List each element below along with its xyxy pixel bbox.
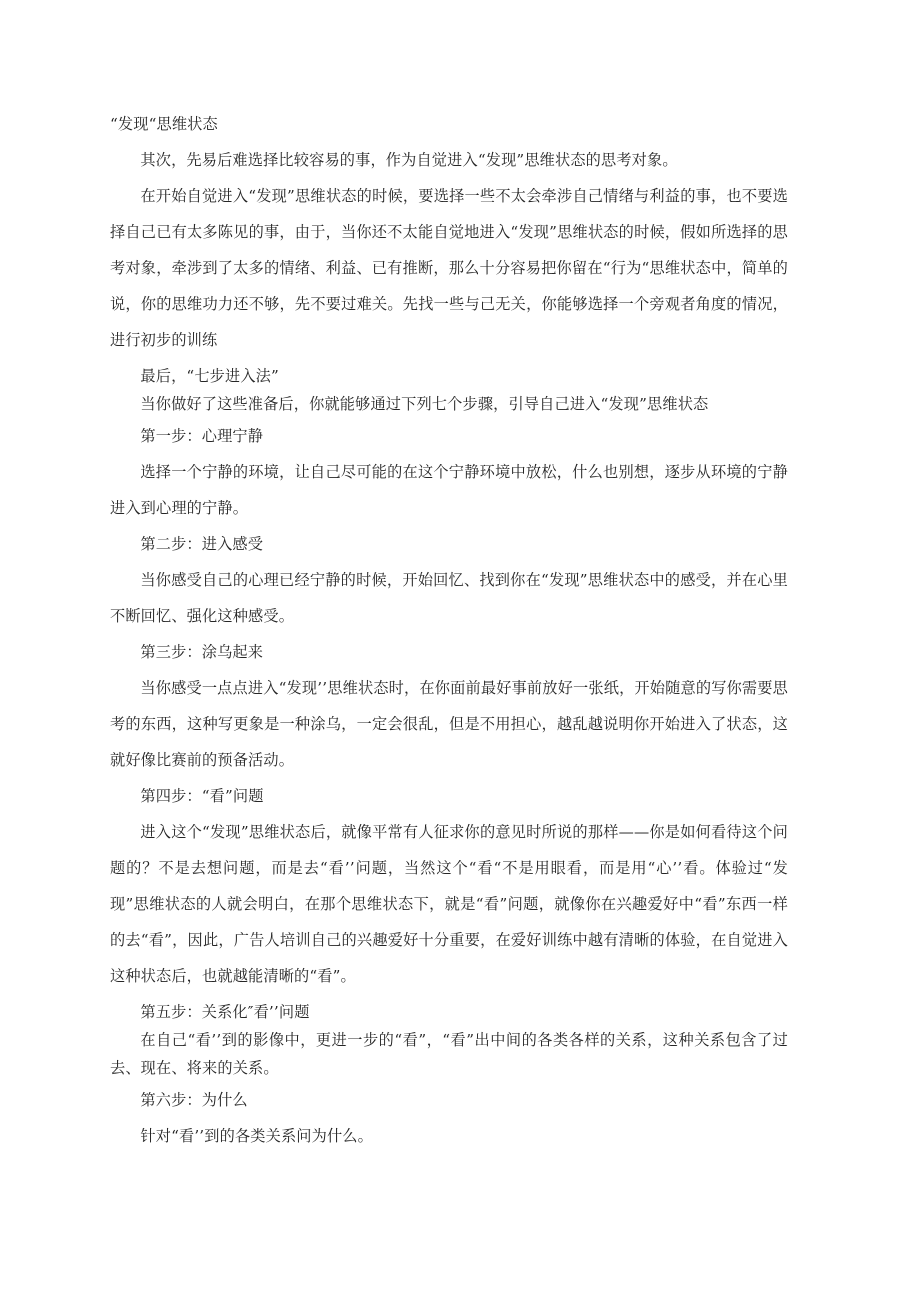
paragraph-step-2-body: 当你感受自己的心理已经宁静的时候，开始回忆、找到你在“发现”思维状态中的感受，并在心里不断回忆、强化这种感受。 (110, 571, 788, 625)
heading-fragment-line: “发现“思维状态 (110, 115, 218, 133)
step-heading-1: 第一步：心理宁静 (140, 427, 264, 445)
document-text-column (110, 106, 788, 1154)
paragraph-step-4-body: 进入这个“发现”思维状态后，就像平常有人征求你的意见时所说的那样——你是如何看待这个问题的？不是去想问题，而是去“看’’问题，当然这个“看“不是用眼看，而是用“心’’看。体验过“发现”思维状态的人就会明白，在那个思维状态下，就是“看”问题，就像你在兴趣爱好中“看”东西一样的去“看”，因此，广告人培训自己的兴趣爱好十分重要，在爱好训练中越有清晰的体验，在自觉进入这种状态后，也就越能清晰的“看”。 (110, 823, 788, 985)
step-heading-3: 第三步：涂乌起来 (140, 643, 264, 661)
paragraph-step-1-body: 选择一个宁静的环境，让自己尽可能的在这个宁静环境中放松，什么也别想，逐步从环境的宁静进入到心理的宁静。 (110, 463, 788, 517)
paragraph-zaikaishi: 在开始自觉进入“发现”思维状态的时候，要选择一些不太会牵涉自己情绪与利益的事，也不要选择自己已有太多陈见的事，由于，当你还不太能自觉地进入“发现”思维状态的时候，假如所选择的思考对象，牵涉到了太多的情绪、利益、已有推断，那么十分容易把你留在“行为“思维状态中，简单的说，你的思维功力还不够，先不要过难关。先找一些与己无关，你能够选择一个旁观者角度的情况，进行初步的训练 (110, 187, 788, 349)
paragraph-step-5-body: 在自己“看’’到的影像中，更进一步的“看”，“看”出中间的各类各样的关系，这种关系包含了过去、现在、将来的关系。 (110, 1031, 788, 1077)
paragraph-qici: 其次，先易后难选择比较容易的事，作为自觉进入“发现”思维状态的思考对象。 (140, 151, 678, 169)
paragraph-step-3-body: 当你感受一点点进入“发现’’思维状态时，在你面前最好事前放好一张纸，开始随意的写你需要思考的东西，这种写更象是一种涂乌，一定会很乱，但是不用担心，越乱越说明你开始进入了状态，这就好像比赛前的预备活动。 (110, 679, 788, 769)
step-heading-2: 第二步：进入感受 (140, 535, 264, 553)
paragraph-zuihou-qibujinrufa: 最后，“七步进入法” (140, 367, 279, 385)
step-heading-4: 第四步：“看”问题 (140, 787, 264, 805)
step-heading-6: 第六步：为什么 (140, 1091, 248, 1109)
step-heading-5: 第五步：关系化″看’’问题 (140, 1003, 310, 1021)
paragraph-dangnizuohao: 当你做好了这些准备后，你就能够通过下列七个步骤，引导自己进入“发现”思维状态 (140, 395, 709, 413)
paragraph-step-6-body: 针对“看’’到的各类关系问为什么。 (140, 1127, 373, 1145)
